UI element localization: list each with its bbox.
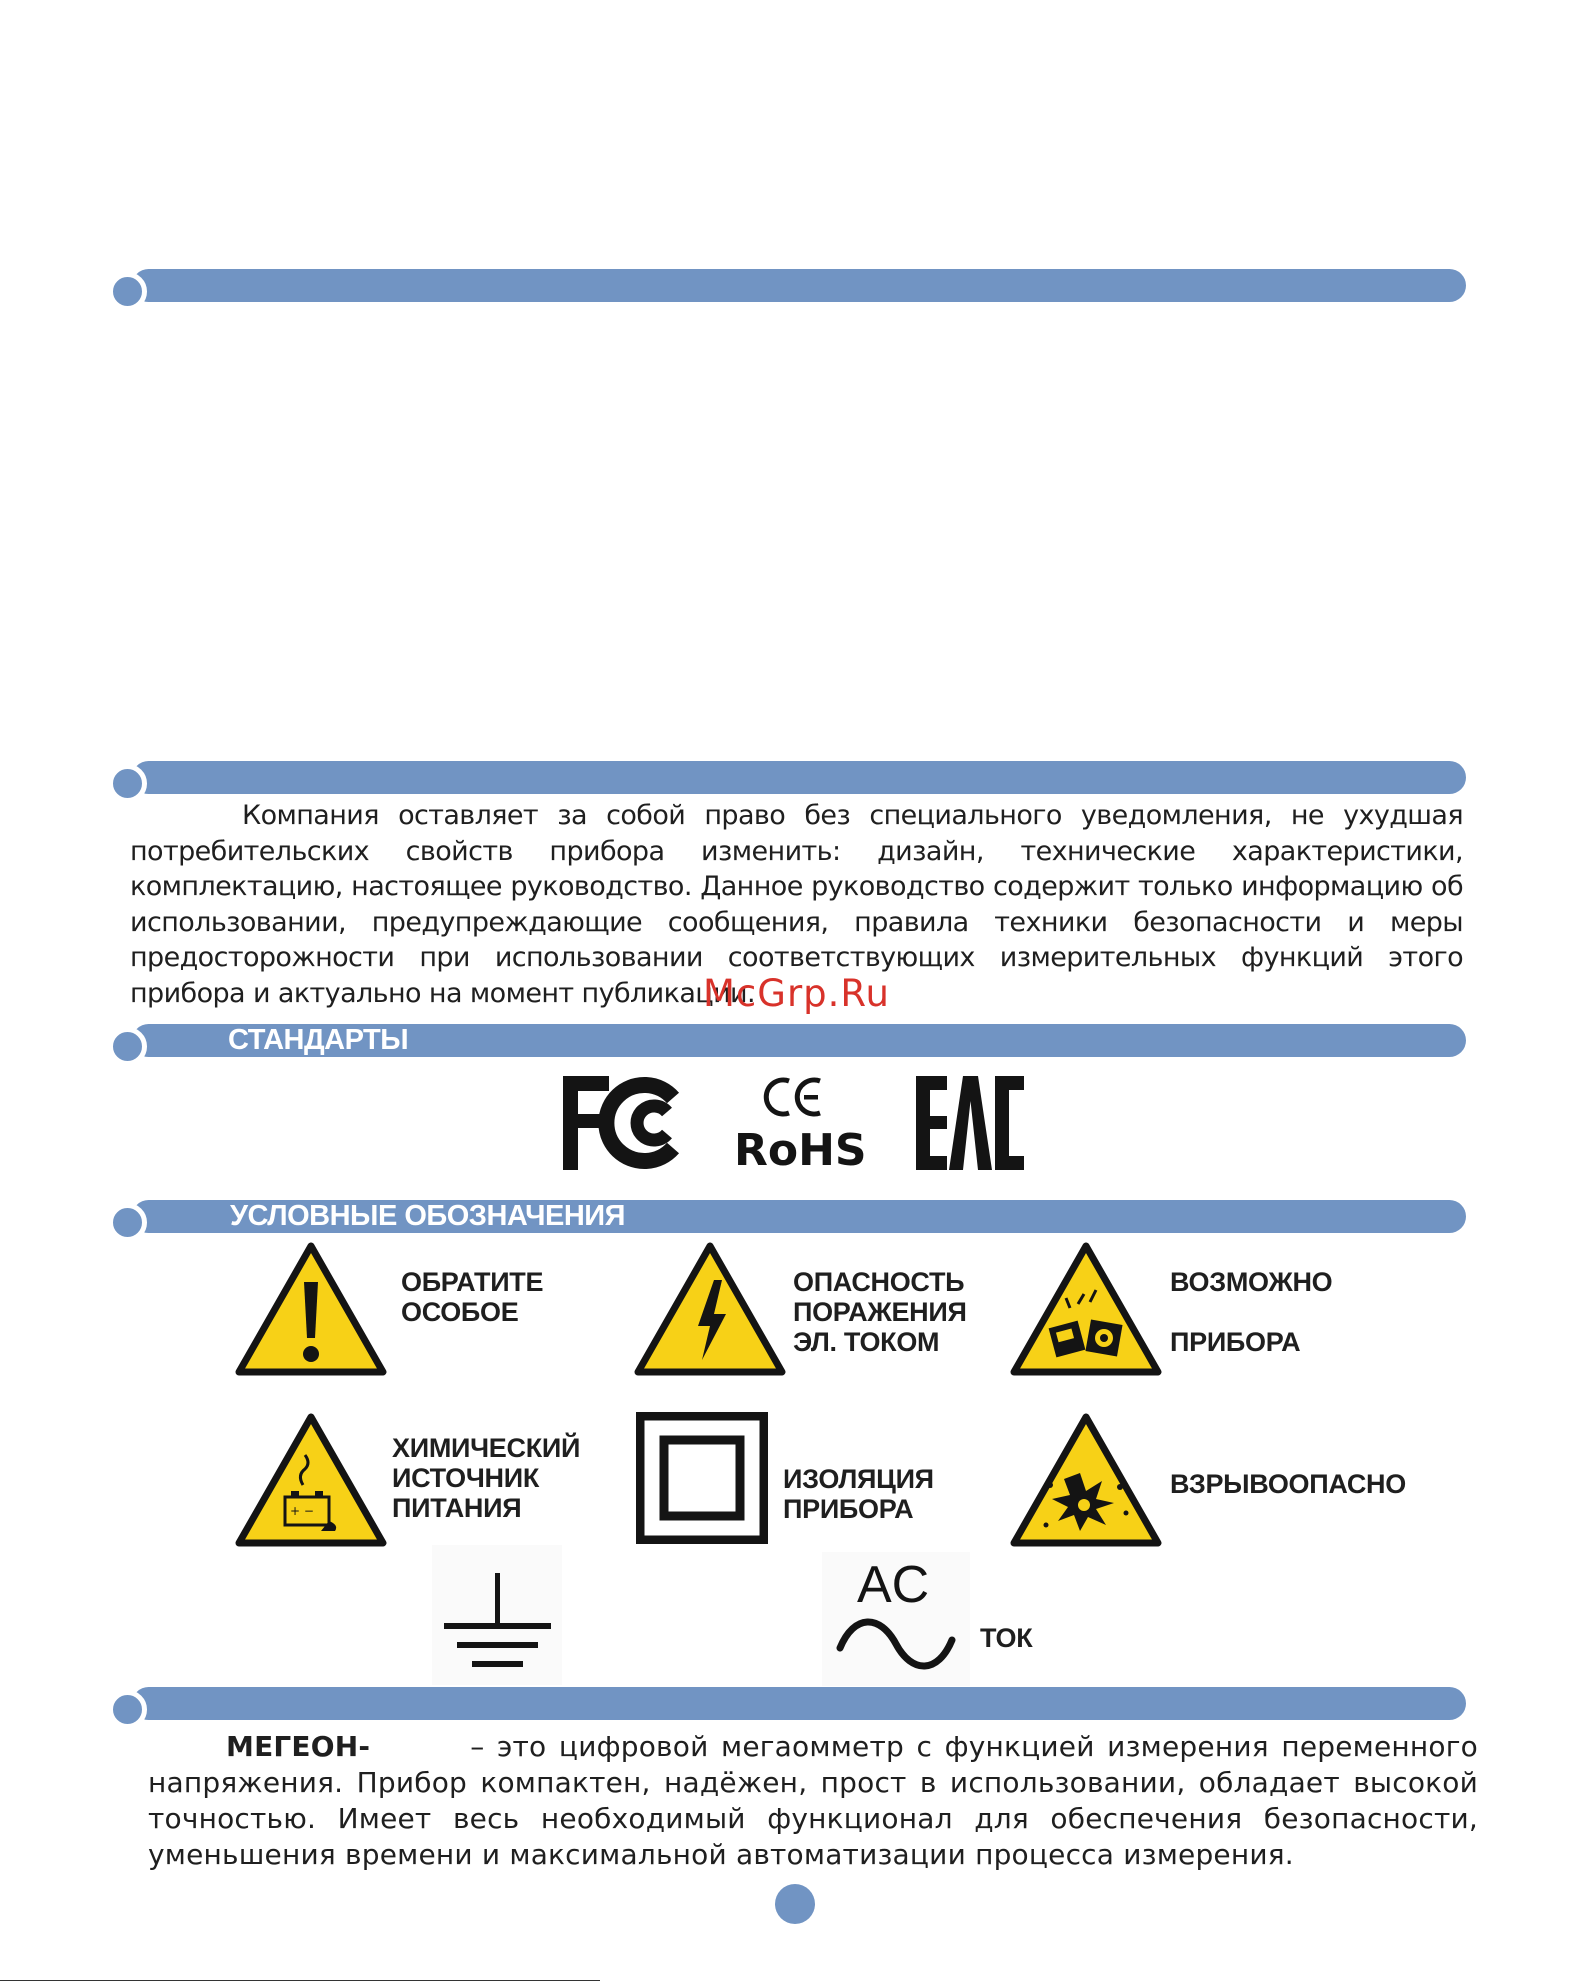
exclamation-warning-icon <box>235 1242 387 1380</box>
ground-icon <box>432 1545 562 1689</box>
rohs-logo <box>734 1127 866 1175</box>
battery-warning-icon <box>235 1413 387 1551</box>
section-bullet <box>108 1690 147 1729</box>
section-title-symbols: УСЛОВНЫЕ ОБОЗНАЧЕНИЯ <box>230 1200 625 1232</box>
section-band-symbols <box>0 1196 1588 1236</box>
section-title-standards: СТАНДАРТЫ <box>228 1024 409 1056</box>
ac-symbol-text: AC <box>857 1556 930 1614</box>
label-damage: ВОЗМОЖНО ПРИБОРА <box>1170 1267 1333 1357</box>
section-bar <box>132 1687 1466 1720</box>
fcc-logo <box>563 1076 695 1174</box>
label-attention: ОБРАТИТЕ ОСОБОЕ <box>401 1267 544 1327</box>
label-shock: ОПАСНОСТЬ ПОРАЖЕНИЯ ЭЛ. ТОКОМ <box>793 1267 967 1357</box>
page-number-dot <box>775 1884 815 1924</box>
ce-logo <box>762 1075 826 1123</box>
section-band-1 <box>0 265 1588 305</box>
explosive-warning-icon <box>1010 1413 1162 1551</box>
watermark: McGrp.Ru <box>703 972 890 1015</box>
double-insulation-icon <box>636 1412 768 1548</box>
footer-divider <box>0 1980 600 1981</box>
section-bullet <box>108 1203 147 1242</box>
section-band-2 <box>0 757 1588 797</box>
section-bar <box>132 269 1466 302</box>
device-damage-warning-icon <box>1010 1242 1162 1380</box>
eac-logo <box>916 1076 1024 1174</box>
brand-name: МЕГЕОН- <box>226 1730 371 1763</box>
svg-text:RoHS: RoHS <box>734 1127 866 1171</box>
section-bullet <box>108 272 147 311</box>
description-text: – это цифровой мегаомметр с функцией измерения переменного напряжения. Прибор компактен, надёжен, прост в использовании, обладает высокой точностью. Имеет весь необходимый функционал для обеспечения безопасности, уменьшения времени и максимальной автоматизации процесса измерения. <box>148 1730 1478 1871</box>
electric-shock-warning-icon <box>634 1242 786 1380</box>
ac-current-icon <box>822 1552 970 1690</box>
label-ac: ТОК <box>980 1623 1033 1653</box>
label-battery: ХИМИЧЕСКИЙ ИСТОЧНИК ПИТАНИЯ <box>392 1433 581 1523</box>
label-insulation: ИЗОЛЯЦИЯ ПРИБОРА <box>783 1464 934 1524</box>
section-bar <box>132 761 1466 794</box>
section-band-description <box>0 1683 1588 1723</box>
description-paragraph <box>148 1729 1478 1873</box>
section-bullet <box>108 1027 147 1066</box>
label-explosive: ВЗРЫВООПАСНО <box>1170 1469 1406 1499</box>
svg-text:+ −: + − <box>290 1504 314 1518</box>
notice-text: Компания оставляет за собой право без специального уведомления, не ухудшая потребительских свойств прибора изменить: дизайн, технические характеристики, комплектацию, настоящее руководство. Данное руководство содержит только информацию об использовании, предупреждающие сообщения, правила техники безопасности и меры предосторожности при использовании соответствующих измерительных функций этого прибора и актуально на момент публикации. <box>130 800 1463 1009</box>
section-band-standards <box>0 1020 1588 1060</box>
